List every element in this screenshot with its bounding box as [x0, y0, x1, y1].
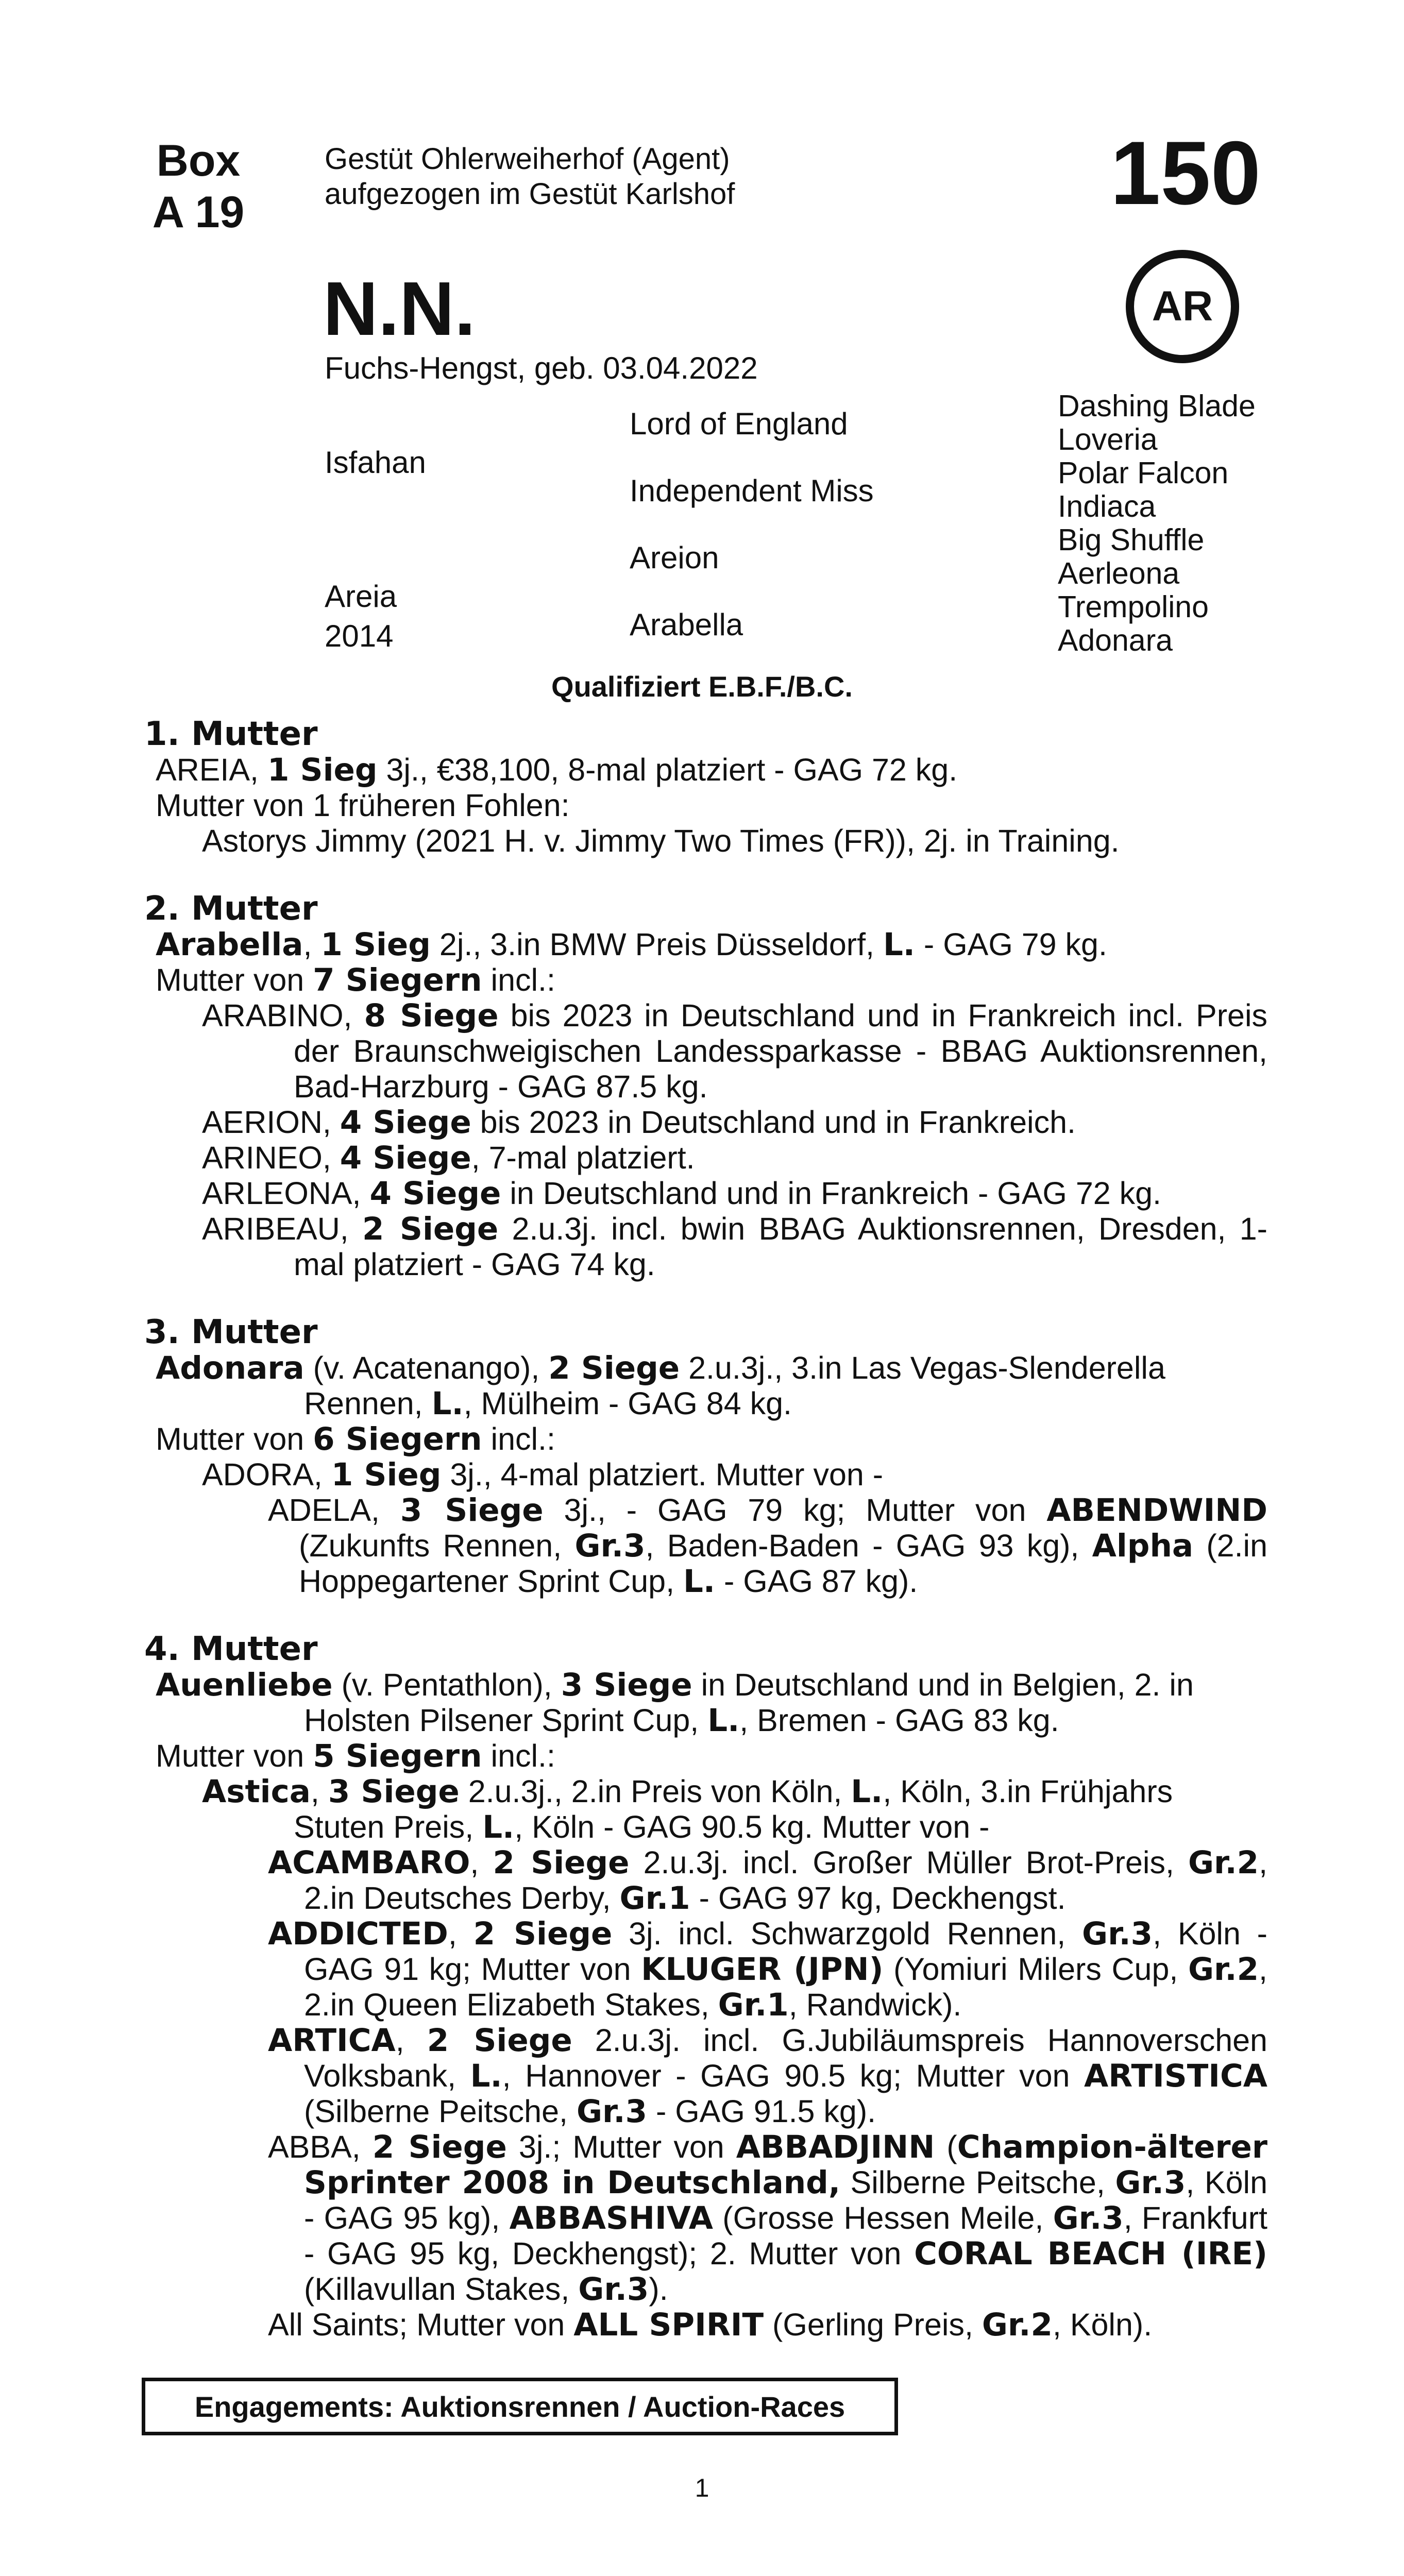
dam-record: Auenliebe (v. Pentathlon), 3 Siege in Deutschland und in Belgien, 2. in Holsten Pilsener Sprint Cup, L., Bremen - GAG 83 kg. [156, 1667, 1194, 1739]
pedigree-ancestor: Aerleona [1058, 556, 1180, 590]
dam-record: AREIA, 1 Sieg 3j., €38,100, 8-mal platziert - GAG 72 kg. [156, 752, 958, 788]
produce-entry: ADELA, 3 Siege 3j., - GAG 79 kg; Mutter von ABENDWIND (Zukunfts Rennen, Gr.3, Baden-Baden - GAG 93 kg), Alpha (2.in Hoppegartener Sprint Cup, L. - GAG 87 kg). [268, 1492, 1267, 1600]
produce-entry: ADDICTED, 2 Siege 3j. incl. Schwarzgold Rennen, Gr.3, Köln - GAG 91 kg; Mutter von KLUGER (JPN) (Yomiuri Milers Cup, Gr.2, 2.in Queen Elizabeth Stakes, Gr.1, Randwick). [268, 1916, 1267, 2023]
pedigree-sire-dam: Independent Miss [630, 473, 874, 508]
produce-entry: ADORA, 1 Sieg 3j., 4-mal platziert. Mutter von - [202, 1456, 884, 1493]
pedigree-ancestor: Adonara [1058, 623, 1173, 657]
pedigree-dam-year: 2014 [325, 619, 394, 653]
engagements-label: Engagements: Auktionsrennen / Auction-Races [194, 2390, 845, 2423]
agent-line: Gestüt Ohlerweiherhof (Agent) [325, 142, 730, 176]
produce-entry: ACAMBARO, 2 Siege 2.u.3j. incl. Großer Müller Brot-Preis, Gr.2, 2.in Deutsches Derby, Gr.1 - GAG 97 kg, Deckhengst. [268, 1844, 1268, 1917]
produce-entry: ARIBEAU, 2 Siege 2.u.3j. incl. bwin BBAG Auktionsrennen, Dresden, 1-mal platziert - GAG 74 kg. [202, 1211, 1268, 1282]
produce-entry: ABBA, 2 Siege 3j.; Mutter von ABBADJINN (Champion-älterer Sprinter 2008 in Deutschland, Silberne Peitsche, Gr.3, Köln - GAG 95 kg), ABBASHIVA (Grosse Hessen Meile, Gr.3, Frankfurt - GAG 95 kg, Deckhengst); 2. Mutter von CORAL BEACH (IRE) (Killavullan Stakes, Gr.3). [268, 2129, 1268, 2308]
produce-intro: Mutter von 6 Siegern incl.: [156, 1421, 555, 1458]
ar-badge-label: AR [1152, 283, 1213, 330]
box-label: Box [156, 136, 241, 185]
section-title-2: 2. Mutter [144, 890, 318, 928]
section-title-1: 1. Mutter [144, 715, 318, 753]
pedigree-ancestor: Indiaca [1058, 489, 1156, 523]
produce-record [144, 716, 1267, 2343]
pedigree-ancestor: Dashing Blade [1058, 389, 1256, 423]
produce-entry: Astorys Jimmy (2021 H. v. Jimmy Two Times (FR)), 2j. in Training. [202, 823, 1120, 858]
pedigree-sire-sire: Lord of England [630, 406, 848, 441]
produce-entry: ARTICA, 2 Siege 2.u.3j. incl. G.Jubiläumspreis Hannoverschen Volksbank, L., Hannover - GAG 90.5 kg; Mutter von ARTISTICA (Silberne Peitsche, Gr.3 - GAG 91.5 kg). [268, 2022, 1267, 2130]
produce-intro: Mutter von 1 früheren Fohlen: [156, 788, 570, 823]
produce-entry: ARINEO, 4 Siege, 7-mal platziert. [202, 1140, 695, 1176]
dam-record: Adonara (v. Acatenango), 2 Siege 2.u.3j., 3.in Las Vegas-Slenderella Rennen, L., Mülheim - GAG 84 kg. [156, 1350, 1165, 1422]
engagements-box [142, 2378, 898, 2435]
page-number: 1 [695, 2473, 709, 2502]
ar-badge [1126, 250, 1239, 363]
agent-block [325, 142, 735, 212]
produce-entry: All Saints; Mutter von ALL SPIRIT (Gerling Preis, Gr.2, Köln). [268, 2307, 1153, 2343]
pedigree-ancestor: Trempolino [1058, 590, 1209, 624]
pedigree-sire: Isfahan [325, 445, 426, 480]
lot-number: 150 [1110, 123, 1261, 224]
produce-intro: Mutter von 7 Siegern incl.: [156, 962, 555, 998]
pedigree-dam-sire: Areion [630, 540, 719, 575]
breeder-line: aufgezogen im Gestüt Karlshof [325, 177, 735, 211]
pedigree-ancestor: Big Shuffle [1058, 523, 1205, 557]
produce-entry: ARABINO, 8 Siege bis 2023 in Deutschland und in Frankreich incl. Preis der Braunschweigischen Landessparkasse - BBAG Auktionsrennen, Bad-Harzburg - GAG 87.5 kg. [202, 997, 1267, 1104]
produce-entry: ARLEONA, 4 Siege in Deutschland und in Frankreich - GAG 72 kg. [202, 1175, 1162, 1212]
produce-intro: Mutter von 5 Siegern incl.: [156, 1738, 555, 1774]
produce-entry: Astica, 3 Siege 2.u.3j., 2.in Preis von Köln, L., Köln, 3.in Frühjahrs Stuten Preis, L., Köln - GAG 90.5 kg. Mutter von - [202, 1773, 1173, 1845]
pedigree-dam-dam: Arabella [630, 607, 743, 642]
horse-description: Fuchs-Hengst, geb. 03.04.2022 [325, 351, 758, 385]
pedigree-third-generation [1058, 389, 1256, 657]
horse-name: N.N. [323, 266, 476, 351]
produce-entry: AERION, 4 Siege bis 2023 in Deutschland und in Frankreich. [202, 1104, 1076, 1141]
section-title-4: 4. Mutter [144, 1630, 318, 1668]
dam-record: Arabella, 1 Sieg 2j., 3.in BMW Preis Düsseldorf, L. - GAG 79 kg. [156, 926, 1107, 963]
qualification: Qualifiziert E.B.F./B.C. [551, 670, 853, 703]
pedigree-ancestor: Polar Falcon [1058, 456, 1229, 490]
box-label-block [131, 135, 265, 238]
box-number: A 19 [152, 188, 245, 237]
pedigree-ancestor: Loveria [1058, 422, 1158, 456]
section-title-3: 3. Mutter [144, 1313, 318, 1351]
pedigree-dam: Areia [325, 579, 397, 614]
